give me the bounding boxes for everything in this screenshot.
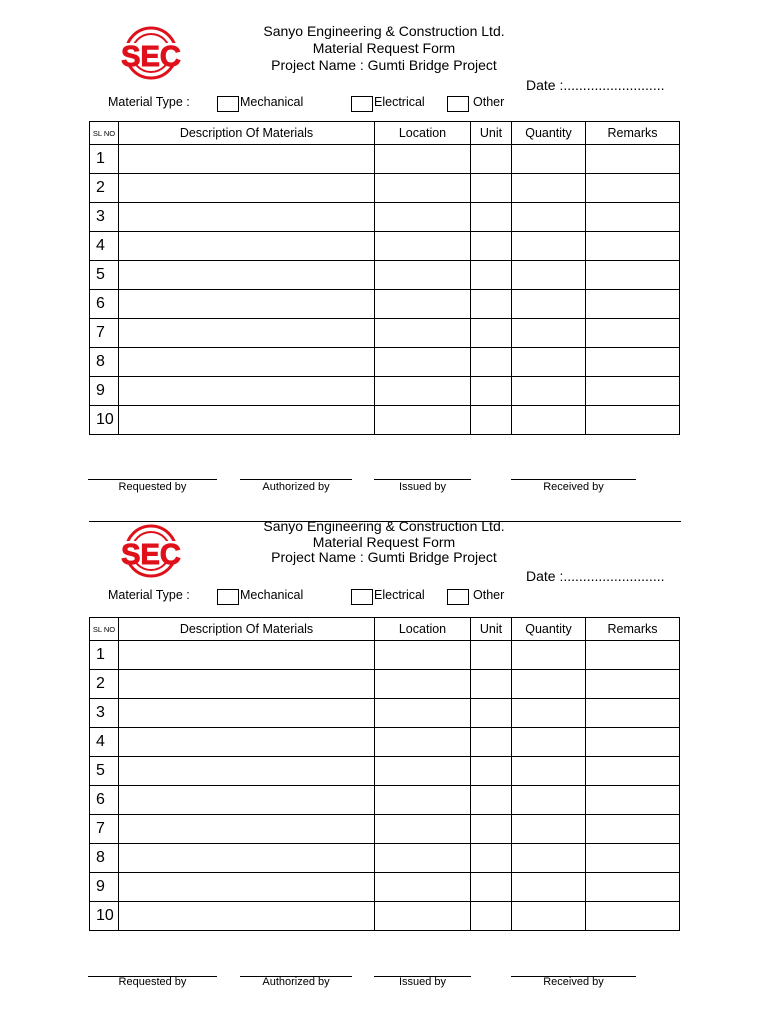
- description-cell[interactable]: [119, 203, 375, 232]
- remarks-cell[interactable]: [586, 786, 680, 815]
- unit-cell[interactable]: [471, 844, 512, 873]
- col-description: Description Of Materials: [119, 618, 375, 641]
- description-cell[interactable]: [119, 232, 375, 261]
- location-cell[interactable]: [375, 728, 471, 757]
- description-cell[interactable]: [119, 348, 375, 377]
- table-row: [90, 319, 680, 348]
- quantity-cell[interactable]: [512, 290, 586, 319]
- received-by-label: Received by: [543, 481, 604, 493]
- quantity-cell[interactable]: [512, 174, 586, 203]
- checkbox-other[interactable]: [447, 589, 469, 605]
- description-cell[interactable]: [119, 757, 375, 786]
- form-title: Material Request Form: [312, 40, 456, 56]
- location-cell[interactable]: [375, 348, 471, 377]
- remarks-cell[interactable]: [586, 902, 680, 931]
- requested-by-label: Requested by: [118, 481, 187, 493]
- table-row: [90, 902, 680, 931]
- col-sl-no: SL NO: [90, 618, 119, 641]
- location-cell[interactable]: [375, 290, 471, 319]
- quantity-cell[interactable]: [512, 844, 586, 873]
- quantity-cell[interactable]: [512, 699, 586, 728]
- location-cell[interactable]: [375, 203, 471, 232]
- issued-by-label: Issued by: [398, 481, 447, 493]
- row-number: 8: [90, 844, 119, 873]
- description-cell[interactable]: [119, 145, 375, 174]
- material-request-form-2: [0, 494, 768, 988]
- unit-cell[interactable]: [471, 902, 512, 931]
- location-cell[interactable]: [375, 261, 471, 290]
- company-name: Sanyo Engineering & Construction Ltd.: [263, 518, 505, 534]
- col-unit: Unit: [471, 618, 512, 641]
- svg-text:SEC: SEC: [121, 41, 181, 73]
- remarks-cell[interactable]: [586, 174, 680, 203]
- table-row: [90, 145, 680, 174]
- table-row: [90, 728, 680, 757]
- unit-cell[interactable]: [471, 670, 512, 699]
- form-title: Material Request Form: [312, 534, 456, 550]
- description-cell[interactable]: [119, 290, 375, 319]
- unit-cell[interactable]: [471, 348, 512, 377]
- remarks-cell[interactable]: [586, 290, 680, 319]
- quantity-cell[interactable]: [512, 873, 586, 902]
- project-name: Project Name : Gumti Bridge Project: [271, 549, 497, 565]
- unit-cell[interactable]: [471, 145, 512, 174]
- sec-logo: [118, 524, 184, 578]
- remarks-cell[interactable]: [586, 757, 680, 786]
- description-cell[interactable]: [119, 174, 375, 203]
- col-remarks: Remarks: [586, 618, 680, 641]
- project-name: Project Name : Gumti Bridge Project: [271, 57, 497, 73]
- svg-text:SEC: SEC: [121, 539, 181, 571]
- remarks-cell[interactable]: [586, 641, 680, 670]
- remarks-cell[interactable]: [586, 145, 680, 174]
- option-other-label: Other: [473, 95, 505, 109]
- location-cell[interactable]: [375, 902, 471, 931]
- description-cell[interactable]: [119, 728, 375, 757]
- row-number: 3: [90, 203, 119, 232]
- location-cell[interactable]: [375, 406, 471, 435]
- table-row: [90, 757, 680, 786]
- table-row: [90, 873, 680, 902]
- location-cell[interactable]: [375, 815, 471, 844]
- table-row: [90, 670, 680, 699]
- table-header-row: [90, 122, 680, 145]
- col-quantity: Quantity: [512, 618, 586, 641]
- location-cell[interactable]: [375, 786, 471, 815]
- remarks-cell[interactable]: [586, 699, 680, 728]
- description-cell[interactable]: [119, 377, 375, 406]
- table-row: [90, 377, 680, 406]
- row-number: 1: [90, 641, 119, 670]
- remarks-cell[interactable]: [586, 406, 680, 435]
- row-number: 10: [90, 902, 119, 931]
- unit-cell[interactable]: [471, 174, 512, 203]
- remarks-cell[interactable]: [586, 844, 680, 873]
- row-number: 10: [90, 406, 119, 435]
- quantity-cell[interactable]: [512, 728, 586, 757]
- remarks-cell[interactable]: [586, 815, 680, 844]
- remarks-cell[interactable]: [586, 261, 680, 290]
- unit-cell[interactable]: [471, 203, 512, 232]
- location-cell[interactable]: [375, 641, 471, 670]
- table-row: [90, 699, 680, 728]
- row-number: 4: [90, 232, 119, 261]
- description-cell[interactable]: [119, 261, 375, 290]
- col-quantity: Quantity: [512, 122, 586, 145]
- remarks-cell[interactable]: [586, 873, 680, 902]
- row-number: 5: [90, 261, 119, 290]
- description-cell[interactable]: [119, 873, 375, 902]
- location-cell[interactable]: [375, 699, 471, 728]
- authorized-by-label: Authorized by: [262, 976, 330, 988]
- checkbox-electrical[interactable]: [351, 589, 373, 605]
- remarks-cell[interactable]: [586, 319, 680, 348]
- location-cell[interactable]: [375, 377, 471, 406]
- date-field[interactable]: Date :..........................: [526, 77, 665, 93]
- location-cell[interactable]: [375, 873, 471, 902]
- table-row: [90, 203, 680, 232]
- issued-by-label: Issued by: [398, 976, 447, 988]
- received-by-label: Received by: [543, 976, 604, 988]
- materials-table: [89, 617, 680, 931]
- location-cell[interactable]: [375, 319, 471, 348]
- description-cell[interactable]: [119, 844, 375, 873]
- unit-cell[interactable]: [471, 641, 512, 670]
- table-header-row: [90, 618, 680, 641]
- col-description: Description Of Materials: [119, 122, 375, 145]
- unit-cell[interactable]: [471, 728, 512, 757]
- material-type-label: Material Type :: [108, 95, 190, 109]
- materials-table: [89, 121, 680, 435]
- table-row: [90, 406, 680, 435]
- unit-cell[interactable]: [471, 699, 512, 728]
- row-number: 8: [90, 348, 119, 377]
- requested-by-line[interactable]: [88, 479, 217, 480]
- requested-by-label: Requested by: [118, 976, 187, 988]
- unit-cell[interactable]: [471, 815, 512, 844]
- quantity-cell[interactable]: [512, 757, 586, 786]
- location-cell[interactable]: [375, 145, 471, 174]
- description-cell[interactable]: [119, 319, 375, 348]
- option-mechanical-label: Mechanical: [240, 588, 304, 602]
- remarks-cell[interactable]: [586, 348, 680, 377]
- location-cell[interactable]: [375, 232, 471, 261]
- quantity-cell[interactable]: [512, 348, 586, 377]
- quantity-cell[interactable]: [512, 815, 586, 844]
- company-name: Sanyo Engineering & Construction Ltd.: [263, 23, 505, 39]
- description-cell[interactable]: [119, 786, 375, 815]
- table-row: [90, 786, 680, 815]
- description-cell[interactable]: [119, 641, 375, 670]
- quantity-cell[interactable]: [512, 377, 586, 406]
- remarks-cell[interactable]: [586, 728, 680, 757]
- row-number: 6: [90, 786, 119, 815]
- quantity-cell[interactable]: [512, 261, 586, 290]
- row-number: 7: [90, 815, 119, 844]
- description-cell[interactable]: [119, 406, 375, 435]
- unit-cell[interactable]: [471, 406, 512, 435]
- material-request-form-1: [0, 0, 768, 493]
- col-location: Location: [375, 122, 471, 145]
- location-cell[interactable]: [375, 670, 471, 699]
- quantity-cell[interactable]: [512, 232, 586, 261]
- material-type-label: Material Type :: [108, 588, 190, 602]
- description-cell[interactable]: [119, 670, 375, 699]
- location-cell[interactable]: [375, 174, 471, 203]
- issued-by-line[interactable]: [374, 479, 471, 480]
- col-unit: Unit: [471, 122, 512, 145]
- row-number: 6: [90, 290, 119, 319]
- location-cell[interactable]: [375, 757, 471, 786]
- table-row: [90, 261, 680, 290]
- checkbox-electrical[interactable]: [351, 96, 373, 112]
- row-number: 4: [90, 728, 119, 757]
- unit-cell[interactable]: [471, 290, 512, 319]
- option-other-label: Other: [473, 588, 505, 602]
- table-row: [90, 232, 680, 261]
- location-cell[interactable]: [375, 844, 471, 873]
- quantity-cell[interactable]: [512, 319, 586, 348]
- quantity-cell[interactable]: [512, 786, 586, 815]
- row-number: 1: [90, 145, 119, 174]
- date-field[interactable]: Date :..........................: [526, 568, 665, 584]
- quantity-cell[interactable]: [512, 203, 586, 232]
- row-number: 5: [90, 757, 119, 786]
- checkbox-other[interactable]: [447, 96, 469, 112]
- row-number: 2: [90, 174, 119, 203]
- unit-cell[interactable]: [471, 319, 512, 348]
- col-remarks: Remarks: [586, 122, 680, 145]
- row-number: 7: [90, 319, 119, 348]
- option-electrical-label: Electrical: [374, 95, 425, 109]
- sec-logo: [118, 26, 184, 80]
- col-sl-no: SL NO: [90, 122, 119, 145]
- option-electrical-label: Electrical: [374, 588, 425, 602]
- row-number: 9: [90, 873, 119, 902]
- table-row: [90, 174, 680, 203]
- table-row: [90, 348, 680, 377]
- remarks-cell[interactable]: [586, 232, 680, 261]
- quantity-cell[interactable]: [512, 902, 586, 931]
- unit-cell[interactable]: [471, 786, 512, 815]
- description-cell[interactable]: [119, 902, 375, 931]
- option-mechanical-label: Mechanical: [240, 95, 304, 109]
- unit-cell[interactable]: [471, 232, 512, 261]
- unit-cell[interactable]: [471, 757, 512, 786]
- authorized-by-label: Authorized by: [262, 481, 330, 493]
- authorized-by-line[interactable]: [240, 479, 352, 480]
- col-location: Location: [375, 618, 471, 641]
- checkbox-mechanical[interactable]: [217, 589, 239, 605]
- table-row: [90, 290, 680, 319]
- description-cell[interactable]: [119, 815, 375, 844]
- quantity-cell[interactable]: [512, 145, 586, 174]
- remarks-cell[interactable]: [586, 670, 680, 699]
- received-by-line[interactable]: [511, 479, 636, 480]
- unit-cell[interactable]: [471, 377, 512, 406]
- table-row: [90, 641, 680, 670]
- quantity-cell[interactable]: [512, 406, 586, 435]
- row-number: 9: [90, 377, 119, 406]
- table-row: [90, 844, 680, 873]
- unit-cell[interactable]: [471, 261, 512, 290]
- row-number: 2: [90, 670, 119, 699]
- quantity-cell[interactable]: [512, 641, 586, 670]
- remarks-cell[interactable]: [586, 377, 680, 406]
- description-cell[interactable]: [119, 699, 375, 728]
- table-row: [90, 815, 680, 844]
- quantity-cell[interactable]: [512, 670, 586, 699]
- row-number: 3: [90, 699, 119, 728]
- remarks-cell[interactable]: [586, 203, 680, 232]
- unit-cell[interactable]: [471, 873, 512, 902]
- checkbox-mechanical[interactable]: [217, 96, 239, 112]
